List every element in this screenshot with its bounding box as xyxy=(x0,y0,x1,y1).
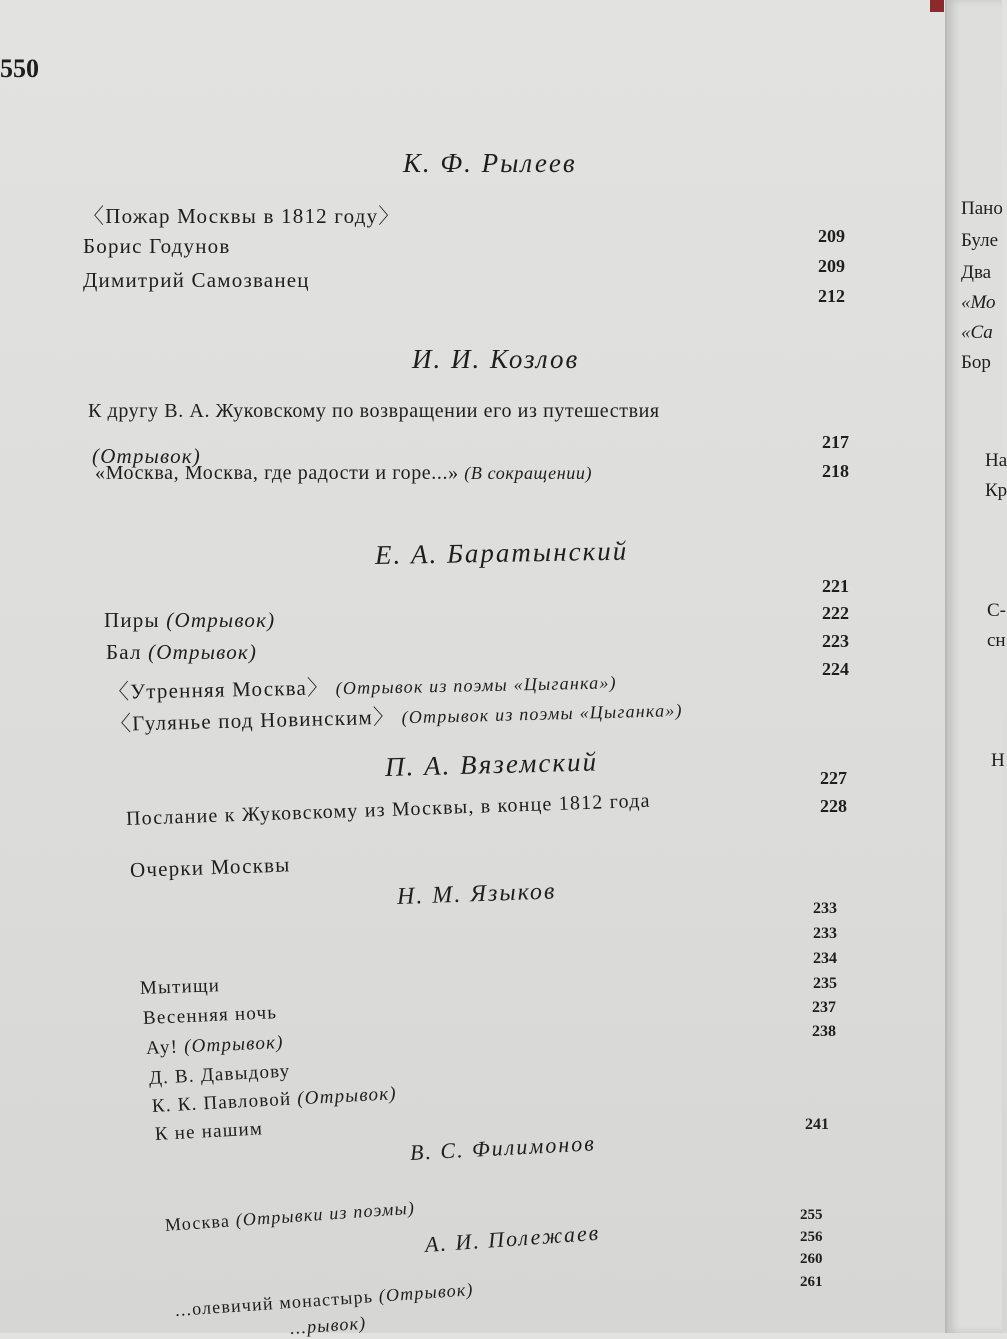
page-ref: 235 xyxy=(813,975,837,992)
author-heading: П. А. Вяземский xyxy=(384,746,599,782)
entry-title: «Москва, Москва, где радости и горе...» xyxy=(95,462,459,484)
entry-title: ...олевичий монастырь xyxy=(174,1286,374,1320)
facing-page-text: «Мо xyxy=(961,292,996,313)
entry-note: (Отрывки из поэмы) xyxy=(235,1197,416,1231)
toc-entry: Д. В. Давыдову xyxy=(148,1060,291,1089)
entry-title: Ау! xyxy=(145,1036,179,1059)
facing-page-text: Пано xyxy=(961,198,1003,219)
page-ref: 227 xyxy=(820,768,847,788)
facing-page xyxy=(945,0,1007,1333)
entry-note: (Отрывок) xyxy=(166,608,276,632)
toc-entry: Мытищи xyxy=(139,975,221,999)
toc-entry: К не нашим xyxy=(154,1118,264,1145)
entry-note: (Отрывок из поэмы «Цыганка») xyxy=(401,700,683,728)
page-ref: 233 xyxy=(813,900,837,917)
page-ref: 233 xyxy=(813,925,837,942)
entry-note: (Отрывок) xyxy=(296,1083,398,1110)
page-ref: 224 xyxy=(822,659,849,679)
toc-entry: Очерки Москвы xyxy=(129,852,291,882)
entry-title: Пиры xyxy=(104,608,160,632)
page-ref: 218 xyxy=(822,461,849,481)
page-ref: 256 xyxy=(800,1229,823,1245)
entry-note: (Отрывок из поэмы «Цыганка») xyxy=(335,672,617,699)
page-ref: 237 xyxy=(812,999,836,1016)
page-ref: 241 xyxy=(805,1116,829,1133)
page-ref: 222 xyxy=(822,603,849,623)
toc-entry xyxy=(164,1198,415,1236)
author-heading: И. И. Козлов xyxy=(412,344,580,374)
entry-note: (В сокращении) xyxy=(464,463,593,483)
entry-title: 〈Утренняя Москва〉 xyxy=(107,675,330,704)
entry-title: Бал xyxy=(106,640,142,664)
author-heading: Н. М. Языков xyxy=(396,878,557,910)
facing-page-text: Буле xyxy=(961,230,999,251)
facing-page-text: Кр xyxy=(985,480,1007,501)
page-ref: 209 xyxy=(818,226,845,246)
entry-title: Москва xyxy=(164,1210,231,1235)
facing-page-text: Н xyxy=(991,750,1005,771)
toc-entry: Борис Годунов xyxy=(83,234,231,258)
facing-page-text: Бор xyxy=(961,352,991,373)
toc-entry xyxy=(106,640,257,665)
toc-entry: Весенняя ночь xyxy=(142,1002,278,1029)
toc-entry: 〈Пожар Москвы в 1812 году〉 xyxy=(83,204,401,228)
page-ref: 238 xyxy=(812,1023,836,1040)
entry-note: (Отрывок) xyxy=(183,1031,285,1058)
page-ref: 221 xyxy=(822,576,849,596)
toc-entry xyxy=(151,1083,397,1118)
author-heading: К. Ф. Рылеев xyxy=(403,148,577,178)
facing-page-text: сн xyxy=(987,630,1006,651)
page-ref: 260 xyxy=(800,1251,823,1267)
toc-entry xyxy=(146,1032,285,1060)
toc-entry: К другу В. А. Жуковскому по возвращении его из путешествия xyxy=(88,400,660,422)
facing-page-text: С- xyxy=(987,600,1006,621)
page-ref: 212 xyxy=(818,286,845,306)
page-ref: 234 xyxy=(813,950,837,967)
page-number: 550 xyxy=(0,54,39,83)
entry-title: К. К. Павловой xyxy=(151,1088,292,1117)
author-heading: А. И. Полежаев xyxy=(424,1219,601,1257)
page-ref: 261 xyxy=(800,1274,823,1290)
facing-page-text: На xyxy=(985,450,1007,471)
toc-entry xyxy=(104,608,275,633)
entry-title: 〈Гулянье под Новинским〉 xyxy=(109,704,396,736)
toc-entry: (Отрывок) xyxy=(92,444,202,468)
page-ref: 217 xyxy=(822,432,849,452)
entry-note: (Отрывок) xyxy=(378,1279,475,1306)
book-cover-edge xyxy=(930,0,944,12)
author-heading: В. С. Филимонов xyxy=(409,1130,597,1165)
facing-page-text: «Са xyxy=(961,322,993,343)
page-ref: 209 xyxy=(818,256,845,276)
entry-note: (Отрывок) xyxy=(148,640,258,664)
toc-entry xyxy=(95,462,592,485)
facing-page-text: Два xyxy=(961,262,992,283)
toc-entry: Послание к Жуковскому из Москвы, в конце 1812 года xyxy=(125,789,652,830)
author-heading: Е. А. Баратынский xyxy=(374,535,629,570)
toc-entry: ...рывок) xyxy=(289,1312,367,1338)
page-ref: 223 xyxy=(822,631,849,651)
page-ref: 255 xyxy=(800,1207,823,1223)
toc-entry: Димитрий Самозванец xyxy=(83,268,310,292)
page-ref: 228 xyxy=(820,796,847,816)
